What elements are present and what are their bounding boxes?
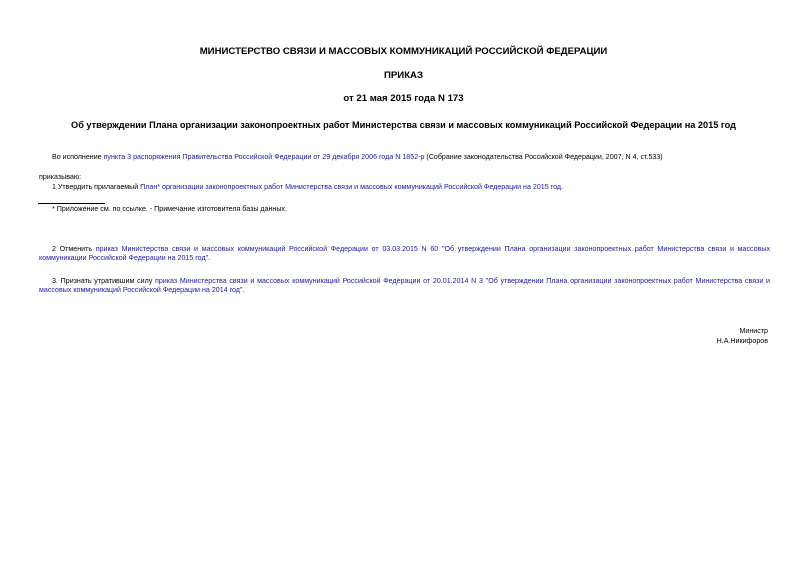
doc-type-heading: ПРИКАЗ <box>384 70 423 81</box>
preamble-paragraph <box>52 153 663 162</box>
item-3-link[interactable]: приказ Министерства связи и массовых коммуникаций Российской Федерации от 20.01.2014 N 3 "Об утверждении Плана организации законопроектных работ Министерства связи и массовых коммуникаций Российской Федерации на 2014 год" <box>39 277 770 294</box>
preamble-prefix: Во исполнение <box>52 153 104 161</box>
preamble-suffix: (Собрание законодательства Российской Федерации, 2007, N 4, ст.533) <box>424 153 663 161</box>
item-3-prefix: 3. Признать утратившим силу <box>52 277 155 285</box>
item-2-paragraph <box>39 245 770 263</box>
item-1-plan-link[interactable]: План <box>140 183 158 191</box>
item-1-plan-link-rest[interactable]: * организации законопроектных работ Министерства связи и массовых коммуникаций Российской Федерации на 2015 год <box>157 183 561 191</box>
item-1-suffix: . <box>561 183 563 191</box>
date-number-heading: от 21 мая 2015 года N 173 <box>343 93 464 104</box>
item-3-suffix: . <box>242 286 245 294</box>
preamble-link[interactable]: пункта 3 распоряжения Правительства Российской Федерации от 29 декабря 2006 года N 1852-р <box>103 153 425 161</box>
item-3-paragraph <box>39 277 770 295</box>
footnote-separator <box>38 203 105 204</box>
item-2-suffix: . <box>208 254 211 262</box>
document-title: Об утверждении Плана организации законопроектных работ Министерства связи и массовых коммуникаций Российской Федерации на 2015 год <box>71 120 736 130</box>
item-2-link[interactable]: приказ Министерства связи и массовых коммуникаций Российской Федерации от 03.03.2015 N 60 "Об утверждении Плана организации законопроектных работ Министерства связи и массовых коммуникации Российской Федерации на 2015 год" <box>39 245 770 262</box>
ministry-heading: МИНИСТЕРСТВО СВЯЗИ И МАССОВЫХ КОММУНИКАЦИЙ РОССИЙСКОЙ ФЕДЕРАЦИИ <box>199 46 608 57</box>
footnote: * Приложение см. по ссылке. - Примечание изготовителя базы данных. <box>52 205 287 213</box>
item-1-prefix: 1 Утвердить прилагаемый <box>52 183 141 191</box>
item-1-paragraph <box>52 183 563 192</box>
signature-name: Н.А.Никифоров <box>716 337 768 345</box>
item-2-prefix: 2 Отменить <box>52 245 96 253</box>
order-word: приказываю: <box>39 173 82 181</box>
signature-position: Министр <box>739 327 768 335</box>
